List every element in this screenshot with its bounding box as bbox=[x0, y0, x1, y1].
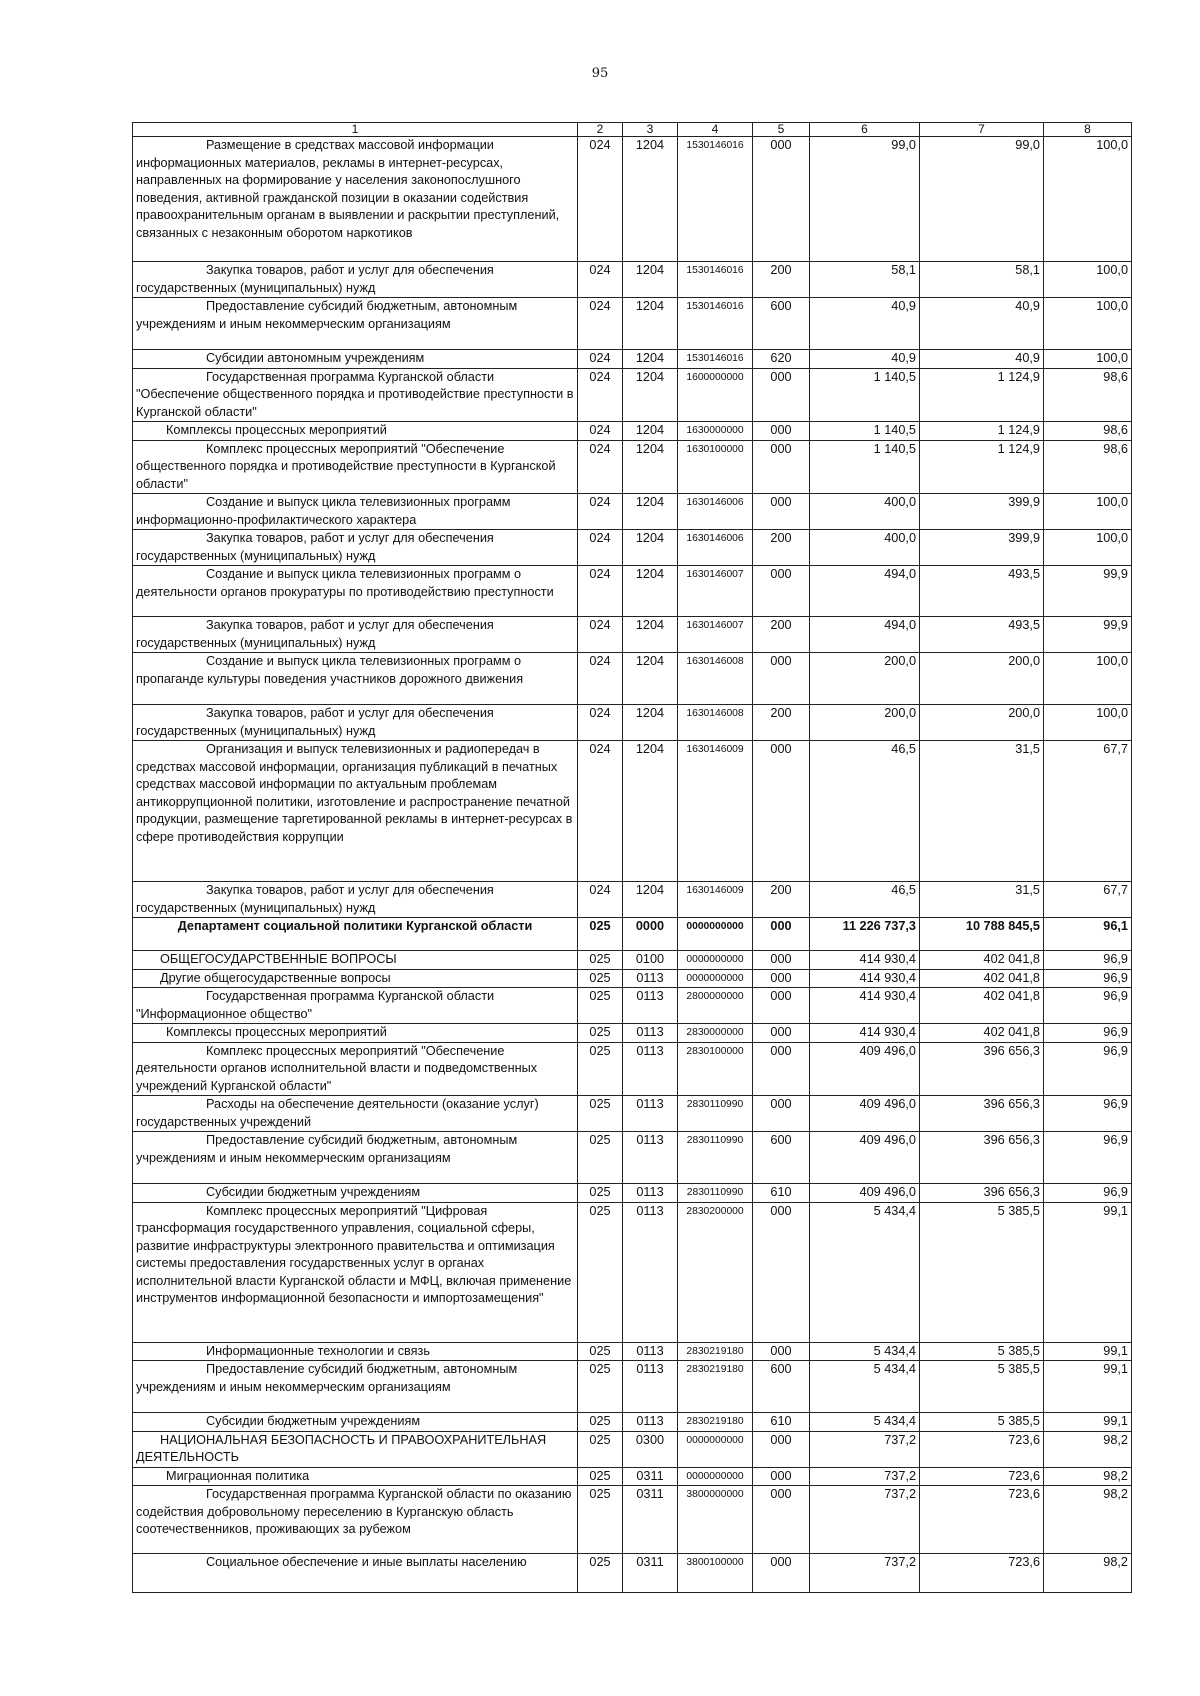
table-row bbox=[133, 530, 1132, 566]
table-row bbox=[133, 918, 1132, 951]
section-code-cell: 1204 bbox=[623, 566, 678, 617]
table-row bbox=[133, 1361, 1132, 1413]
executed-amount-cell: 10 788 845,5 bbox=[920, 918, 1044, 951]
target-article-cell: 0000000000 bbox=[678, 969, 753, 988]
executed-amount-cell: 396 656,3 bbox=[920, 1096, 1044, 1132]
section-code-cell: 1204 bbox=[623, 422, 678, 441]
section-code-cell: 1204 bbox=[623, 653, 678, 705]
section-code-cell: 1204 bbox=[623, 530, 678, 566]
expense-type-cell: 200 bbox=[753, 882, 810, 918]
planned-amount-cell: 5 434,4 bbox=[810, 1202, 920, 1342]
ministry-code-cell: 024 bbox=[578, 422, 623, 441]
table-row bbox=[133, 298, 1132, 350]
ministry-code-cell: 025 bbox=[578, 1486, 623, 1554]
target-article-cell: 2830110990 bbox=[678, 1096, 753, 1132]
expense-type-cell: 000 bbox=[753, 1202, 810, 1342]
ministry-code-cell: 024 bbox=[578, 882, 623, 918]
execution-percent-cell: 96,9 bbox=[1044, 969, 1132, 988]
expense-type-cell: 000 bbox=[753, 1486, 810, 1554]
planned-amount-cell: 200,0 bbox=[810, 705, 920, 741]
column-header: 4 bbox=[678, 123, 753, 137]
executed-amount-cell: 723,6 bbox=[920, 1467, 1044, 1486]
planned-amount-cell: 46,5 bbox=[810, 741, 920, 882]
section-code-cell: 1204 bbox=[623, 350, 678, 369]
planned-amount-cell: 40,9 bbox=[810, 350, 920, 369]
ministry-code-cell: 024 bbox=[578, 368, 623, 422]
execution-percent-cell: 98,6 bbox=[1044, 440, 1132, 494]
ministry-code-cell: 024 bbox=[578, 494, 623, 530]
ministry-code-cell: 025 bbox=[578, 918, 623, 951]
section-code-cell: 0113 bbox=[623, 1342, 678, 1361]
table-row bbox=[133, 137, 1132, 262]
column-header: 2 bbox=[578, 123, 623, 137]
planned-amount-cell: 414 930,4 bbox=[810, 988, 920, 1024]
table-row bbox=[133, 440, 1132, 494]
section-code-cell: 1204 bbox=[623, 617, 678, 653]
executed-amount-cell: 396 656,3 bbox=[920, 1184, 1044, 1203]
item-name-cell: Комплекс процессных мероприятий "Цифровая трансформация государственного управления, социальной сферы, развитие инфраструктуры электронного правительства и оптимизация системы предоставления государственных услуг в органах исполнительной власти Курганской области и МФЦ, включая применение инструментов информационной безопасности и импортозамещения" bbox=[133, 1202, 578, 1342]
ministry-code-cell: 024 bbox=[578, 705, 623, 741]
planned-amount-cell: 400,0 bbox=[810, 530, 920, 566]
target-article-cell: 1630146008 bbox=[678, 653, 753, 705]
executed-amount-cell: 31,5 bbox=[920, 882, 1044, 918]
item-name-cell: Создание и выпуск цикла телевизионных программ информационно-профилактического характера bbox=[133, 494, 578, 530]
execution-percent-cell: 99,1 bbox=[1044, 1361, 1132, 1413]
expense-type-cell: 610 bbox=[753, 1413, 810, 1432]
target-article-cell: 2830219180 bbox=[678, 1342, 753, 1361]
expense-type-cell: 200 bbox=[753, 705, 810, 741]
item-name-cell: Комплексы процессных мероприятий bbox=[133, 1024, 578, 1043]
executed-amount-cell: 402 041,8 bbox=[920, 1024, 1044, 1043]
table-row bbox=[133, 262, 1132, 298]
target-article-cell: 1630146007 bbox=[678, 566, 753, 617]
execution-percent-cell: 99,1 bbox=[1044, 1342, 1132, 1361]
execution-percent-cell: 99,9 bbox=[1044, 617, 1132, 653]
column-number-row bbox=[133, 123, 1132, 137]
target-article-cell: 3800100000 bbox=[678, 1554, 753, 1593]
expense-type-cell: 000 bbox=[753, 1467, 810, 1486]
target-article-cell: 2830200000 bbox=[678, 1202, 753, 1342]
ministry-code-cell: 025 bbox=[578, 1184, 623, 1203]
column-header: 6 bbox=[810, 123, 920, 137]
section-code-cell: 0311 bbox=[623, 1467, 678, 1486]
execution-percent-cell: 96,9 bbox=[1044, 1184, 1132, 1203]
target-article-cell: 2830219180 bbox=[678, 1361, 753, 1413]
item-name-cell: Предоставление субсидий бюджетным, автономным учреждениям и иным некоммерческим организациям bbox=[133, 1132, 578, 1184]
column-header: 1 bbox=[133, 123, 578, 137]
execution-percent-cell: 96,9 bbox=[1044, 951, 1132, 970]
section-code-cell: 0000 bbox=[623, 918, 678, 951]
item-name-cell: НАЦИОНАЛЬНАЯ БЕЗОПАСНОСТЬ И ПРАВООХРАНИТЕЛЬНАЯ ДЕЯТЕЛЬНОСТЬ bbox=[133, 1431, 578, 1467]
expense-type-cell: 000 bbox=[753, 1342, 810, 1361]
target-article-cell: 1630146007 bbox=[678, 617, 753, 653]
planned-amount-cell: 46,5 bbox=[810, 882, 920, 918]
item-name-cell: Закупка товаров, работ и услуг для обеспечения государственных (муниципальных) нужд bbox=[133, 882, 578, 918]
expense-type-cell: 000 bbox=[753, 440, 810, 494]
execution-percent-cell: 98,2 bbox=[1044, 1431, 1132, 1467]
planned-amount-cell: 409 496,0 bbox=[810, 1132, 920, 1184]
execution-percent-cell: 100,0 bbox=[1044, 350, 1132, 369]
planned-amount-cell: 5 434,4 bbox=[810, 1413, 920, 1432]
target-article-cell: 1630146006 bbox=[678, 494, 753, 530]
item-name-cell: Государственная программа Курганской области по оказанию содействия добровольному переселению в Курганскую область соотечественников, проживающих за рубежом bbox=[133, 1486, 578, 1554]
executed-amount-cell: 402 041,8 bbox=[920, 988, 1044, 1024]
column-header: 3 bbox=[623, 123, 678, 137]
item-name-cell: Предоставление субсидий бюджетным, автономным учреждениям и иным некоммерческим организациям bbox=[133, 1361, 578, 1413]
table-row bbox=[133, 1554, 1132, 1593]
executed-amount-cell: 723,6 bbox=[920, 1486, 1044, 1554]
executed-amount-cell: 493,5 bbox=[920, 617, 1044, 653]
item-name-cell: Департамент социальной политики Курганской области bbox=[133, 918, 578, 951]
target-article-cell: 2830110990 bbox=[678, 1132, 753, 1184]
table-row bbox=[133, 969, 1132, 988]
executed-amount-cell: 1 124,9 bbox=[920, 440, 1044, 494]
section-code-cell: 1204 bbox=[623, 368, 678, 422]
executed-amount-cell: 396 656,3 bbox=[920, 1042, 1044, 1096]
ministry-code-cell: 024 bbox=[578, 566, 623, 617]
item-name-cell: Размещение в средствах массовой информации информационных материалов, рекламы в интернет-ресурсах, направленных на формирование у населения законопослушного поведения, активной гражданской позиции в оказании содействия правоохранительным органам в выявлении и раскрытии преступлений, связанных с незаконным оборотом наркотиков bbox=[133, 137, 578, 262]
executed-amount-cell: 1 124,9 bbox=[920, 368, 1044, 422]
planned-amount-cell: 1 140,5 bbox=[810, 440, 920, 494]
planned-amount-cell: 58,1 bbox=[810, 262, 920, 298]
executed-amount-cell: 723,6 bbox=[920, 1554, 1044, 1593]
item-name-cell: Субсидии автономным учреждениям bbox=[133, 350, 578, 369]
execution-percent-cell: 99,9 bbox=[1044, 566, 1132, 617]
expense-type-cell: 200 bbox=[753, 530, 810, 566]
item-name-cell: Миграционная политика bbox=[133, 1467, 578, 1486]
target-article-cell: 1630100000 bbox=[678, 440, 753, 494]
target-article-cell: 0000000000 bbox=[678, 1431, 753, 1467]
table-row bbox=[133, 741, 1132, 882]
planned-amount-cell: 5 434,4 bbox=[810, 1361, 920, 1413]
execution-percent-cell: 98,6 bbox=[1044, 368, 1132, 422]
expense-type-cell: 000 bbox=[753, 566, 810, 617]
table-row bbox=[133, 368, 1132, 422]
planned-amount-cell: 5 434,4 bbox=[810, 1342, 920, 1361]
item-name-cell: Создание и выпуск цикла телевизионных программ о пропаганде культуры поведения участников дорожного движения bbox=[133, 653, 578, 705]
expense-type-cell: 000 bbox=[753, 1431, 810, 1467]
expense-type-cell: 000 bbox=[753, 368, 810, 422]
execution-percent-cell: 98,2 bbox=[1044, 1554, 1132, 1593]
executed-amount-cell: 5 385,5 bbox=[920, 1361, 1044, 1413]
executed-amount-cell: 402 041,8 bbox=[920, 951, 1044, 970]
ministry-code-cell: 024 bbox=[578, 653, 623, 705]
table-row bbox=[133, 1042, 1132, 1096]
target-article-cell: 2830000000 bbox=[678, 1024, 753, 1043]
expense-type-cell: 000 bbox=[753, 1024, 810, 1043]
planned-amount-cell: 1 140,5 bbox=[810, 422, 920, 441]
expense-type-cell: 000 bbox=[753, 653, 810, 705]
target-article-cell: 0000000000 bbox=[678, 951, 753, 970]
execution-percent-cell: 99,1 bbox=[1044, 1202, 1132, 1342]
planned-amount-cell: 737,2 bbox=[810, 1554, 920, 1593]
table-row bbox=[133, 653, 1132, 705]
target-article-cell: 1630000000 bbox=[678, 422, 753, 441]
planned-amount-cell: 494,0 bbox=[810, 566, 920, 617]
expense-type-cell: 620 bbox=[753, 350, 810, 369]
executed-amount-cell: 40,9 bbox=[920, 350, 1044, 369]
section-code-cell: 0113 bbox=[623, 1042, 678, 1096]
expense-type-cell: 000 bbox=[753, 1096, 810, 1132]
planned-amount-cell: 1 140,5 bbox=[810, 368, 920, 422]
ministry-code-cell: 025 bbox=[578, 1042, 623, 1096]
item-name-cell: Закупка товаров, работ и услуг для обеспечения государственных (муниципальных) нужд bbox=[133, 705, 578, 741]
table-row bbox=[133, 422, 1132, 441]
column-header: 5 bbox=[753, 123, 810, 137]
executed-amount-cell: 5 385,5 bbox=[920, 1342, 1044, 1361]
section-code-cell: 0113 bbox=[623, 1413, 678, 1432]
target-article-cell: 0000000000 bbox=[678, 918, 753, 951]
section-code-cell: 1204 bbox=[623, 440, 678, 494]
expense-type-cell: 000 bbox=[753, 422, 810, 441]
execution-percent-cell: 96,9 bbox=[1044, 1096, 1132, 1132]
ministry-code-cell: 024 bbox=[578, 262, 623, 298]
target-article-cell: 1600000000 bbox=[678, 368, 753, 422]
item-name-cell: ОБЩЕГОСУДАРСТВЕННЫЕ ВОПРОСЫ bbox=[133, 951, 578, 970]
expense-type-cell: 000 bbox=[753, 951, 810, 970]
column-header: 8 bbox=[1044, 123, 1132, 137]
planned-amount-cell: 200,0 bbox=[810, 653, 920, 705]
executed-amount-cell: 399,9 bbox=[920, 494, 1044, 530]
planned-amount-cell: 99,0 bbox=[810, 137, 920, 262]
target-article-cell: 1530146016 bbox=[678, 137, 753, 262]
item-name-cell: Закупка товаров, работ и услуг для обеспечения государственных (муниципальных) нужд bbox=[133, 617, 578, 653]
ministry-code-cell: 025 bbox=[578, 1096, 623, 1132]
executed-amount-cell: 200,0 bbox=[920, 705, 1044, 741]
execution-percent-cell: 100,0 bbox=[1044, 530, 1132, 566]
section-code-cell: 0113 bbox=[623, 1096, 678, 1132]
executed-amount-cell: 493,5 bbox=[920, 566, 1044, 617]
item-name-cell: Государственная программа Курганской области "Информационное общество" bbox=[133, 988, 578, 1024]
target-article-cell: 2800000000 bbox=[678, 988, 753, 1024]
expense-type-cell: 000 bbox=[753, 1042, 810, 1096]
table-row bbox=[133, 1413, 1132, 1432]
executed-amount-cell: 5 385,5 bbox=[920, 1413, 1044, 1432]
item-name-cell: Предоставление субсидий бюджетным, автономным учреждениям и иным некоммерческим организациям bbox=[133, 298, 578, 350]
expense-type-cell: 200 bbox=[753, 617, 810, 653]
section-code-cell: 0113 bbox=[623, 988, 678, 1024]
item-name-cell: Создание и выпуск цикла телевизионных программ о деятельности органов прокуратуры по противодействию преступности bbox=[133, 566, 578, 617]
section-code-cell: 1204 bbox=[623, 137, 678, 262]
ministry-code-cell: 025 bbox=[578, 1202, 623, 1342]
target-article-cell: 2830100000 bbox=[678, 1042, 753, 1096]
section-code-cell: 1204 bbox=[623, 882, 678, 918]
planned-amount-cell: 409 496,0 bbox=[810, 1096, 920, 1132]
execution-percent-cell: 98,6 bbox=[1044, 422, 1132, 441]
section-code-cell: 0113 bbox=[623, 1024, 678, 1043]
table-row bbox=[133, 617, 1132, 653]
expense-type-cell: 600 bbox=[753, 298, 810, 350]
table-row bbox=[133, 1184, 1132, 1203]
planned-amount-cell: 737,2 bbox=[810, 1486, 920, 1554]
section-code-cell: 1204 bbox=[623, 262, 678, 298]
execution-percent-cell: 100,0 bbox=[1044, 494, 1132, 530]
table-row bbox=[133, 882, 1132, 918]
target-article-cell: 2830219180 bbox=[678, 1413, 753, 1432]
executed-amount-cell: 723,6 bbox=[920, 1431, 1044, 1467]
target-article-cell: 1530146016 bbox=[678, 262, 753, 298]
target-article-cell: 1530146016 bbox=[678, 350, 753, 369]
planned-amount-cell: 11 226 737,3 bbox=[810, 918, 920, 951]
execution-percent-cell: 96,9 bbox=[1044, 1132, 1132, 1184]
planned-amount-cell: 409 496,0 bbox=[810, 1184, 920, 1203]
executed-amount-cell: 399,9 bbox=[920, 530, 1044, 566]
execution-percent-cell: 100,0 bbox=[1044, 262, 1132, 298]
column-header: 7 bbox=[920, 123, 1044, 137]
planned-amount-cell: 414 930,4 bbox=[810, 969, 920, 988]
item-name-cell: Комплекс процессных мероприятий "Обеспечение деятельности органов исполнительной власти и подведомственных учреждений Курганской области" bbox=[133, 1042, 578, 1096]
planned-amount-cell: 409 496,0 bbox=[810, 1042, 920, 1096]
item-name-cell: Субсидии бюджетным учреждениям bbox=[133, 1413, 578, 1432]
ministry-code-cell: 024 bbox=[578, 350, 623, 369]
section-code-cell: 0311 bbox=[623, 1554, 678, 1593]
executed-amount-cell: 1 124,9 bbox=[920, 422, 1044, 441]
ministry-code-cell: 025 bbox=[578, 1361, 623, 1413]
target-article-cell: 0000000000 bbox=[678, 1467, 753, 1486]
budget-execution-table bbox=[132, 122, 1132, 1593]
expense-type-cell: 000 bbox=[753, 137, 810, 262]
table-row bbox=[133, 705, 1132, 741]
item-name-cell: Информационные технологии и связь bbox=[133, 1342, 578, 1361]
item-name-cell: Закупка товаров, работ и услуг для обеспечения государственных (муниципальных) нужд bbox=[133, 530, 578, 566]
section-code-cell: 0113 bbox=[623, 1184, 678, 1203]
table-row bbox=[133, 1096, 1132, 1132]
table-row bbox=[133, 1431, 1132, 1467]
table-row bbox=[133, 1342, 1132, 1361]
executed-amount-cell: 402 041,8 bbox=[920, 969, 1044, 988]
section-code-cell: 1204 bbox=[623, 298, 678, 350]
executed-amount-cell: 396 656,3 bbox=[920, 1132, 1044, 1184]
planned-amount-cell: 737,2 bbox=[810, 1467, 920, 1486]
table-row bbox=[133, 1202, 1132, 1342]
item-name-cell: Расходы на обеспечение деятельности (оказание услуг) государственных учреждений bbox=[133, 1096, 578, 1132]
expense-type-cell: 000 bbox=[753, 918, 810, 951]
ministry-code-cell: 024 bbox=[578, 440, 623, 494]
item-name-cell: Социальное обеспечение и иные выплаты населению bbox=[133, 1554, 578, 1593]
expense-type-cell: 000 bbox=[753, 1554, 810, 1593]
planned-amount-cell: 737,2 bbox=[810, 1431, 920, 1467]
expense-type-cell: 000 bbox=[753, 741, 810, 882]
section-code-cell: 0100 bbox=[623, 951, 678, 970]
page-number: 95 bbox=[591, 66, 609, 81]
section-code-cell: 0113 bbox=[623, 1202, 678, 1342]
table-row bbox=[133, 494, 1132, 530]
section-code-cell: 1204 bbox=[623, 741, 678, 882]
execution-percent-cell: 67,7 bbox=[1044, 741, 1132, 882]
section-code-cell: 0113 bbox=[623, 1132, 678, 1184]
table-row bbox=[133, 951, 1132, 970]
execution-percent-cell: 100,0 bbox=[1044, 137, 1132, 262]
table-row bbox=[133, 988, 1132, 1024]
executed-amount-cell: 31,5 bbox=[920, 741, 1044, 882]
target-article-cell: 1630146006 bbox=[678, 530, 753, 566]
section-code-cell: 1204 bbox=[623, 705, 678, 741]
target-article-cell: 1630146008 bbox=[678, 705, 753, 741]
section-code-cell: 0311 bbox=[623, 1486, 678, 1554]
table-row bbox=[133, 566, 1132, 617]
item-name-cell: Другие общегосударственные вопросы bbox=[133, 969, 578, 988]
table-row bbox=[133, 350, 1132, 369]
expense-type-cell: 000 bbox=[753, 969, 810, 988]
table-row bbox=[133, 1132, 1132, 1184]
item-name-cell: Комплекс процессных мероприятий "Обеспечение общественного порядка и противодействие преступности в Курганской области" bbox=[133, 440, 578, 494]
ministry-code-cell: 024 bbox=[578, 137, 623, 262]
ministry-code-cell: 025 bbox=[578, 969, 623, 988]
ministry-code-cell: 025 bbox=[578, 988, 623, 1024]
target-article-cell: 3800000000 bbox=[678, 1486, 753, 1554]
expense-type-cell: 000 bbox=[753, 494, 810, 530]
ministry-code-cell: 025 bbox=[578, 951, 623, 970]
target-article-cell: 1630146009 bbox=[678, 882, 753, 918]
execution-percent-cell: 67,7 bbox=[1044, 882, 1132, 918]
execution-percent-cell: 96,1 bbox=[1044, 918, 1132, 951]
ministry-code-cell: 025 bbox=[578, 1132, 623, 1184]
ministry-code-cell: 025 bbox=[578, 1554, 623, 1593]
item-name-cell: Государственная программа Курганской области "Обеспечение общественного порядка и противодействие преступности в Курганской области" bbox=[133, 368, 578, 422]
ministry-code-cell: 024 bbox=[578, 530, 623, 566]
executed-amount-cell: 99,0 bbox=[920, 137, 1044, 262]
execution-percent-cell: 98,2 bbox=[1044, 1486, 1132, 1554]
section-code-cell: 0113 bbox=[623, 1361, 678, 1413]
expense-type-cell: 000 bbox=[753, 988, 810, 1024]
executed-amount-cell: 5 385,5 bbox=[920, 1202, 1044, 1342]
executed-amount-cell: 40,9 bbox=[920, 298, 1044, 350]
planned-amount-cell: 414 930,4 bbox=[810, 951, 920, 970]
execution-percent-cell: 96,9 bbox=[1044, 1042, 1132, 1096]
execution-percent-cell: 96,9 bbox=[1044, 1024, 1132, 1043]
executed-amount-cell: 200,0 bbox=[920, 653, 1044, 705]
planned-amount-cell: 414 930,4 bbox=[810, 1024, 920, 1043]
ministry-code-cell: 025 bbox=[578, 1467, 623, 1486]
ministry-code-cell: 025 bbox=[578, 1024, 623, 1043]
target-article-cell: 1630146009 bbox=[678, 741, 753, 882]
execution-percent-cell: 96,9 bbox=[1044, 988, 1132, 1024]
ministry-code-cell: 025 bbox=[578, 1413, 623, 1432]
execution-percent-cell: 98,2 bbox=[1044, 1467, 1132, 1486]
execution-percent-cell: 100,0 bbox=[1044, 298, 1132, 350]
item-name-cell: Субсидии бюджетным учреждениям bbox=[133, 1184, 578, 1203]
ministry-code-cell: 025 bbox=[578, 1431, 623, 1467]
target-article-cell: 2830110990 bbox=[678, 1184, 753, 1203]
table-row bbox=[133, 1467, 1132, 1486]
expense-type-cell: 610 bbox=[753, 1184, 810, 1203]
expense-type-cell: 200 bbox=[753, 262, 810, 298]
item-name-cell: Организация и выпуск телевизионных и радиопередач в средствах массовой информации, организация публикаций в печатных средствах массовой информации по актуальным проблемам антикоррупционной политики, изготовление и распространение печатной продукции, размещение таргетированной рекламы в интернет-ресурсах в сфере противодействия коррупции bbox=[133, 741, 578, 882]
execution-percent-cell: 99,1 bbox=[1044, 1413, 1132, 1432]
section-code-cell: 1204 bbox=[623, 494, 678, 530]
expense-type-cell: 600 bbox=[753, 1361, 810, 1413]
executed-amount-cell: 58,1 bbox=[920, 262, 1044, 298]
target-article-cell: 1530146016 bbox=[678, 298, 753, 350]
section-code-cell: 0113 bbox=[623, 969, 678, 988]
table-row bbox=[133, 1024, 1132, 1043]
execution-percent-cell: 100,0 bbox=[1044, 705, 1132, 741]
item-name-cell: Комплексы процессных мероприятий bbox=[133, 422, 578, 441]
table-row bbox=[133, 1486, 1132, 1554]
ministry-code-cell: 025 bbox=[578, 1342, 623, 1361]
planned-amount-cell: 494,0 bbox=[810, 617, 920, 653]
execution-percent-cell: 100,0 bbox=[1044, 653, 1132, 705]
expense-type-cell: 600 bbox=[753, 1132, 810, 1184]
ministry-code-cell: 024 bbox=[578, 741, 623, 882]
planned-amount-cell: 40,9 bbox=[810, 298, 920, 350]
planned-amount-cell: 400,0 bbox=[810, 494, 920, 530]
ministry-code-cell: 024 bbox=[578, 298, 623, 350]
item-name-cell: Закупка товаров, работ и услуг для обеспечения государственных (муниципальных) нужд bbox=[133, 262, 578, 298]
section-code-cell: 0300 bbox=[623, 1431, 678, 1467]
ministry-code-cell: 024 bbox=[578, 617, 623, 653]
